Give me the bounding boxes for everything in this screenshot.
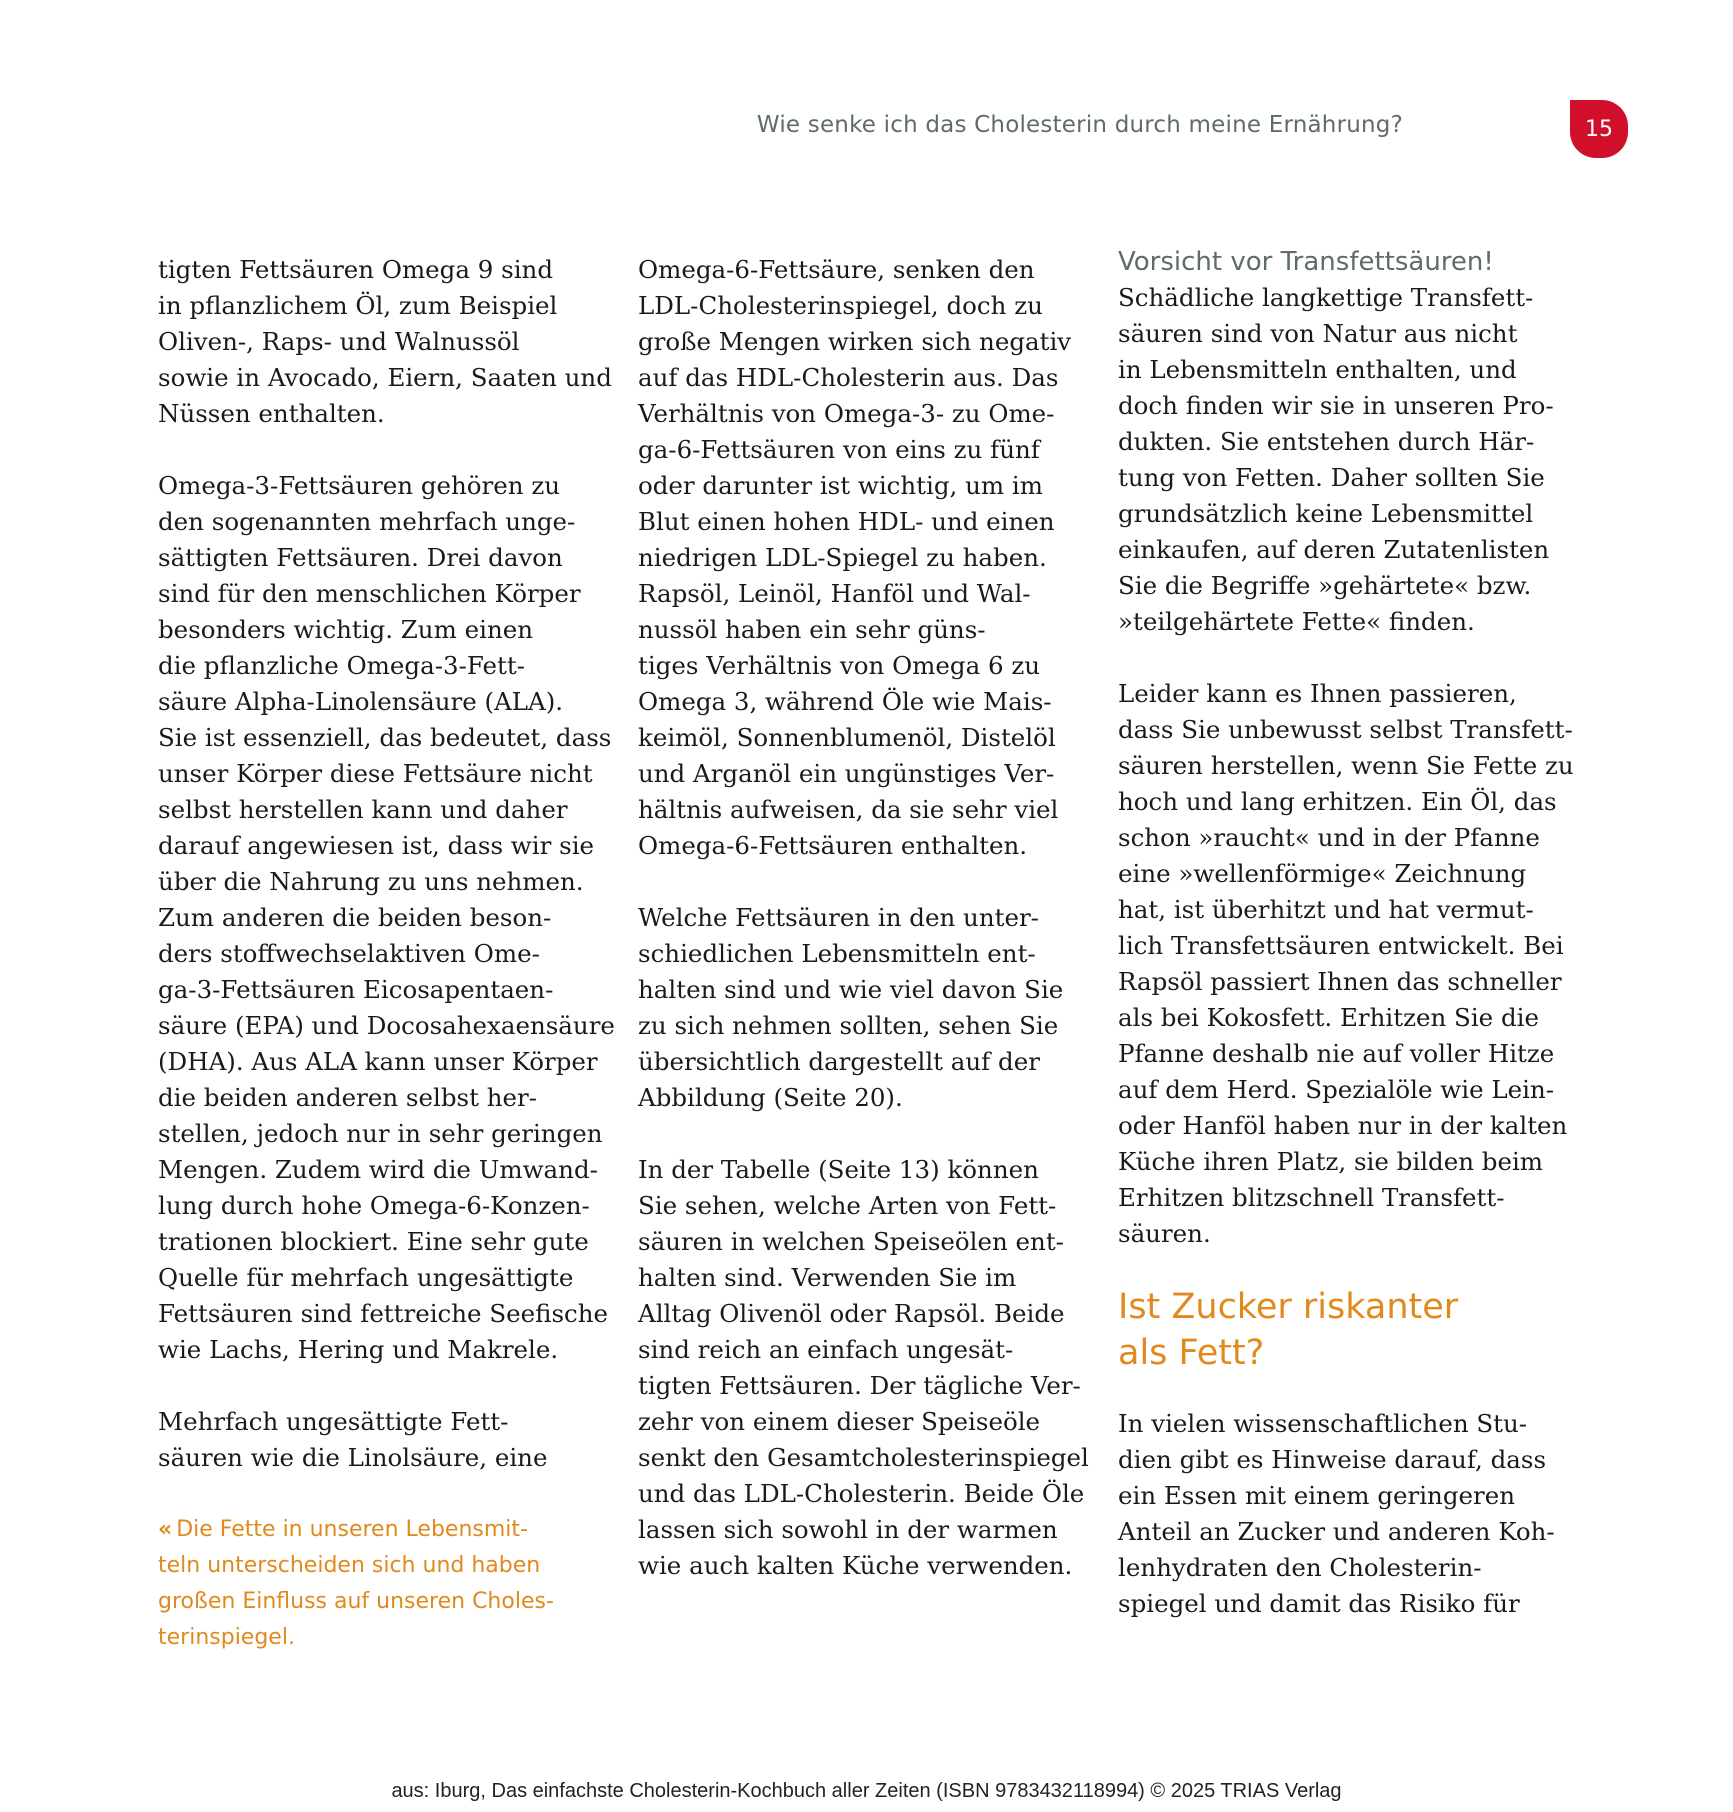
text-line: ders stoffwechselaktiven Ome- (158, 939, 540, 968)
text-line: Mehrfach ungesättigte Fett- (158, 1407, 509, 1436)
heading-line: als Fett? (1118, 1333, 1265, 1373)
double-chevron-left-icon: « (158, 1517, 173, 1542)
paragraph-gap (638, 864, 1068, 900)
text-line: Rapsöl passiert Ihnen das schneller (1118, 967, 1562, 996)
text-line: nussöl haben ein sehr güns- (638, 615, 986, 644)
text-column-2 (638, 252, 1089, 1584)
text-line: dukten. Sie entstehen durch Här- (1118, 427, 1535, 456)
callout-line (158, 1548, 588, 1584)
text-line: Omega-3-Fettsäuren gehören zu (158, 471, 561, 500)
text-line: sind reich an einfach ungesät- (638, 1335, 1014, 1364)
text-line: schiedlichen Lebensmitteln ent- (638, 939, 1036, 968)
text-line: Mengen. Zudem wird die Umwand- (158, 1155, 598, 1184)
section-subheading: Vorsicht vor Transfettsäuren! (1118, 247, 1494, 277)
text-line: tigten Fettsäuren. Der tägliche Ver- (638, 1371, 1081, 1400)
callout-line (158, 1512, 588, 1548)
text-line: halten sind. Verwenden Sie im (638, 1263, 1017, 1292)
text-line: Zum anderen die beiden beson- (158, 903, 552, 932)
text-line: wie Lachs, Hering und Makrele. (158, 1335, 559, 1364)
callout-line (158, 1620, 588, 1656)
text-line: eine »wellenförmige« Zeichnung (1118, 859, 1527, 888)
text-line: Omega-6-Fettsäuren enthalten. (638, 831, 1028, 860)
text-line: Pfanne deshalb nie auf voller Hitze (1118, 1039, 1555, 1068)
text-line: halten sind und wie viel davon Sie (638, 975, 1064, 1004)
paragraph (638, 252, 1072, 864)
paragraph (158, 252, 612, 432)
text-line: in pflanzlichem Öl, zum Beispiel (158, 291, 558, 320)
text-line: säuren in welchen Speiseölen ent- (638, 1227, 1064, 1256)
text-line: doch finden wir sie in unseren Pro- (1118, 391, 1554, 420)
text-line: Fettsäuren sind fettreiche Seefische (158, 1299, 609, 1328)
text-line: trationen blockiert. Eine sehr gute (158, 1227, 589, 1256)
callout-text: großen Einfluss auf unseren Choles- (158, 1589, 554, 1614)
text-line: sind für den menschlichen Körper (158, 579, 581, 608)
paragraph-gap (1118, 640, 1548, 676)
text-line: Sie die Begriffe »gehärtete« bzw. (1118, 571, 1532, 600)
text-line: In der Tabelle (Seite 13) können (638, 1155, 1039, 1184)
text-line: Verhältnis von Omega-3- zu Ome- (638, 399, 1055, 428)
text-line: säure (EPA) und Docosahexaensäure (158, 1011, 615, 1040)
callout-line (158, 1584, 588, 1620)
text-line: Alltag Olivenöl oder Rapsöl. Beide (638, 1299, 1065, 1328)
paragraph-gap (638, 1116, 1068, 1152)
section-heading (1118, 1284, 1548, 1376)
text-line: und Arganöl ein ungünstiges Ver- (638, 759, 1055, 788)
callout-text: Die Fette in unseren Lebensmit- (176, 1517, 528, 1542)
text-line: Schädliche langkettige Transfett- (1118, 283, 1534, 312)
text-column-3 (1118, 244, 1574, 1622)
callout-text: terinspiegel. (158, 1625, 295, 1650)
text-line: schon »raucht« und in der Pfanne (1118, 823, 1540, 852)
text-line: Sie sehen, welche Arten von Fett- (638, 1191, 1057, 1220)
text-line: oder darunter ist wichtig, um im (638, 471, 1043, 500)
text-line: Küche ihren Platz, sie bilden beim (1118, 1147, 1544, 1176)
text-line: lassen sich sowohl in der warmen (638, 1515, 1058, 1544)
text-line: auf dem Herd. Spezialöle wie Lein- (1118, 1075, 1555, 1104)
text-line: säuren sind von Natur aus nicht (1118, 319, 1518, 348)
text-line: tung von Fetten. Daher sollten Sie (1118, 463, 1545, 492)
text-line: den sogenannten mehrfach unge- (158, 507, 576, 536)
text-line: übersichtlich dargestellt auf der (638, 1047, 1040, 1076)
text-line: oder Hanföl haben nur in der kalten (1118, 1111, 1568, 1140)
text-line: Erhitzen blitzschnell Transfett- (1118, 1183, 1505, 1212)
text-line: selbst herstellen kann und daher (158, 795, 568, 824)
text-line: hoch und lang erhitzen. Ein Öl, das (1118, 787, 1557, 816)
text-line: Nüssen enthalten. (158, 399, 385, 428)
text-line: Anteil an Zucker und anderen Koh- (1118, 1517, 1555, 1546)
text-line: niedrigen LDL-Spiegel zu haben. (638, 543, 1047, 572)
paragraph (638, 900, 1068, 1116)
text-line: säure Alpha-Linolensäure (ALA). (158, 687, 564, 716)
text-line: über die Nahrung zu uns nehmen. (158, 867, 584, 896)
paragraph (1118, 280, 1554, 640)
paragraph-gap (158, 432, 588, 468)
text-line: Abbildung (Seite 20). (638, 1083, 903, 1112)
text-line: senkt den Gesamtcholesterinspiegel (638, 1443, 1089, 1472)
text-line: Quelle für mehrfach ungesättigte (158, 1263, 574, 1292)
text-line: darauf angewiesen ist, dass wir sie (158, 831, 595, 860)
text-line: grundsätzlich keine Lebensmittel (1118, 499, 1534, 528)
paragraph-gap (158, 1368, 588, 1404)
copyright-footer: aus: Iburg, Das einfachste Cholesterin-Kochbuch aller Zeiten (ISBN 9783432118994) © 2025 TRIAS Verlag (391, 1780, 1342, 1802)
text-line: zu sich nehmen sollten, sehen Sie (638, 1011, 1059, 1040)
heading-line: Ist Zucker riskanter (1118, 1287, 1459, 1327)
paragraph (1118, 676, 1574, 1252)
text-line: und das LDL-Cholesterin. Beide Öle (638, 1479, 1085, 1508)
text-line: (DHA). Aus ALA kann unser Körper (158, 1047, 598, 1076)
text-line: dien gibt es Hinweise darauf, dass (1118, 1445, 1547, 1474)
text-column-1 (158, 252, 615, 1656)
text-line: Rapsöl, Leinöl, Hanföl und Wal- (638, 579, 1031, 608)
page-number-badge: 15 (1570, 100, 1628, 158)
text-line: unser Körper diese Fettsäure nicht (158, 759, 593, 788)
text-line: ein Essen mit einem geringeren (1118, 1481, 1516, 1510)
text-line: spiegel und damit das Risiko für (1118, 1589, 1520, 1618)
text-line: besonders wichtig. Zum einen (158, 615, 534, 644)
text-line: sowie in Avocado, Eiern, Saaten und (158, 363, 612, 392)
text-line: lenhydraten den Cholesterin- (1118, 1553, 1482, 1582)
text-line: In vielen wissenschaftlichen Stu- (1118, 1409, 1528, 1438)
paragraph (158, 468, 615, 1368)
paragraph-gap (158, 1476, 588, 1512)
paragraph (158, 1404, 588, 1476)
text-line: keimöl, Sonnenblumenöl, Distelöl (638, 723, 1056, 752)
text-line: lung durch hohe Omega-6-Konzen- (158, 1191, 590, 1220)
text-line: einkaufen, auf deren Zutatenlisten (1118, 535, 1550, 564)
text-line: auf das HDL-Cholesterin aus. Das (638, 363, 1059, 392)
paragraph (638, 1152, 1089, 1584)
paragraph (1118, 1406, 1555, 1622)
callout-quote (158, 1512, 588, 1656)
text-line: in Lebensmitteln enthalten, und (1118, 355, 1517, 384)
text-line: Blut einen hohen HDL- und einen (638, 507, 1055, 536)
text-line: hältnis aufweisen, da sie sehr viel (638, 795, 1059, 824)
text-line: Leider kann es Ihnen passieren, (1118, 679, 1517, 708)
text-line: als bei Kokosfett. Erhitzen Sie die (1118, 1003, 1539, 1032)
text-line: säuren herstellen, wenn Sie Fette zu (1118, 751, 1574, 780)
text-line: Omega 3, während Öle wie Mais- (638, 687, 1052, 716)
text-line: LDL-Cholesterinspiegel, doch zu (638, 291, 1043, 320)
text-line: säuren wie die Linolsäure, eine (158, 1443, 548, 1472)
text-line: lich Transfettsäuren entwickelt. Bei (1118, 931, 1564, 960)
text-line: zehr von einem dieser Speiseöle (638, 1407, 1041, 1436)
chapter-title: Wie senke ich das Cholesterin durch meine Ernährung? (756, 112, 1403, 138)
text-line: »teilgehärtete Fette« finden. (1118, 607, 1475, 636)
callout-text: teln unterscheiden sich und haben (158, 1553, 541, 1578)
text-line: Omega-6-Fettsäure, senken den (638, 255, 1035, 284)
text-line: ga-6-Fettsäuren von eins zu fünf (638, 435, 1040, 464)
text-line: große Mengen wirken sich negativ (638, 327, 1072, 356)
text-line: ga-3-Fettsäuren Eicosapentaen- (158, 975, 554, 1004)
text-line: tiges Verhältnis von Omega 6 zu (638, 651, 1041, 680)
text-line: hat, ist überhitzt und hat vermut- (1118, 895, 1534, 924)
text-line: Sie ist essenziell, das bedeutet, dass (158, 723, 612, 752)
text-line: wie auch kalten Küche verwenden. (638, 1551, 1073, 1580)
text-line: sättigten Fettsäuren. Drei davon (158, 543, 563, 572)
text-line: Oliven-, Raps- und Walnussöl (158, 327, 520, 356)
text-line: Welche Fettsäuren in den unter- (638, 903, 1039, 932)
text-line: die beiden anderen selbst her- (158, 1083, 537, 1112)
text-line: die pflanzliche Omega-3-Fett- (158, 651, 525, 680)
text-line: stellen, jedoch nur in sehr geringen (158, 1119, 603, 1148)
text-line: dass Sie unbewusst selbst Transfett- (1118, 715, 1573, 744)
text-line: tigten Fettsäuren Omega 9 sind (158, 255, 554, 284)
text-line: säuren. (1118, 1219, 1211, 1248)
